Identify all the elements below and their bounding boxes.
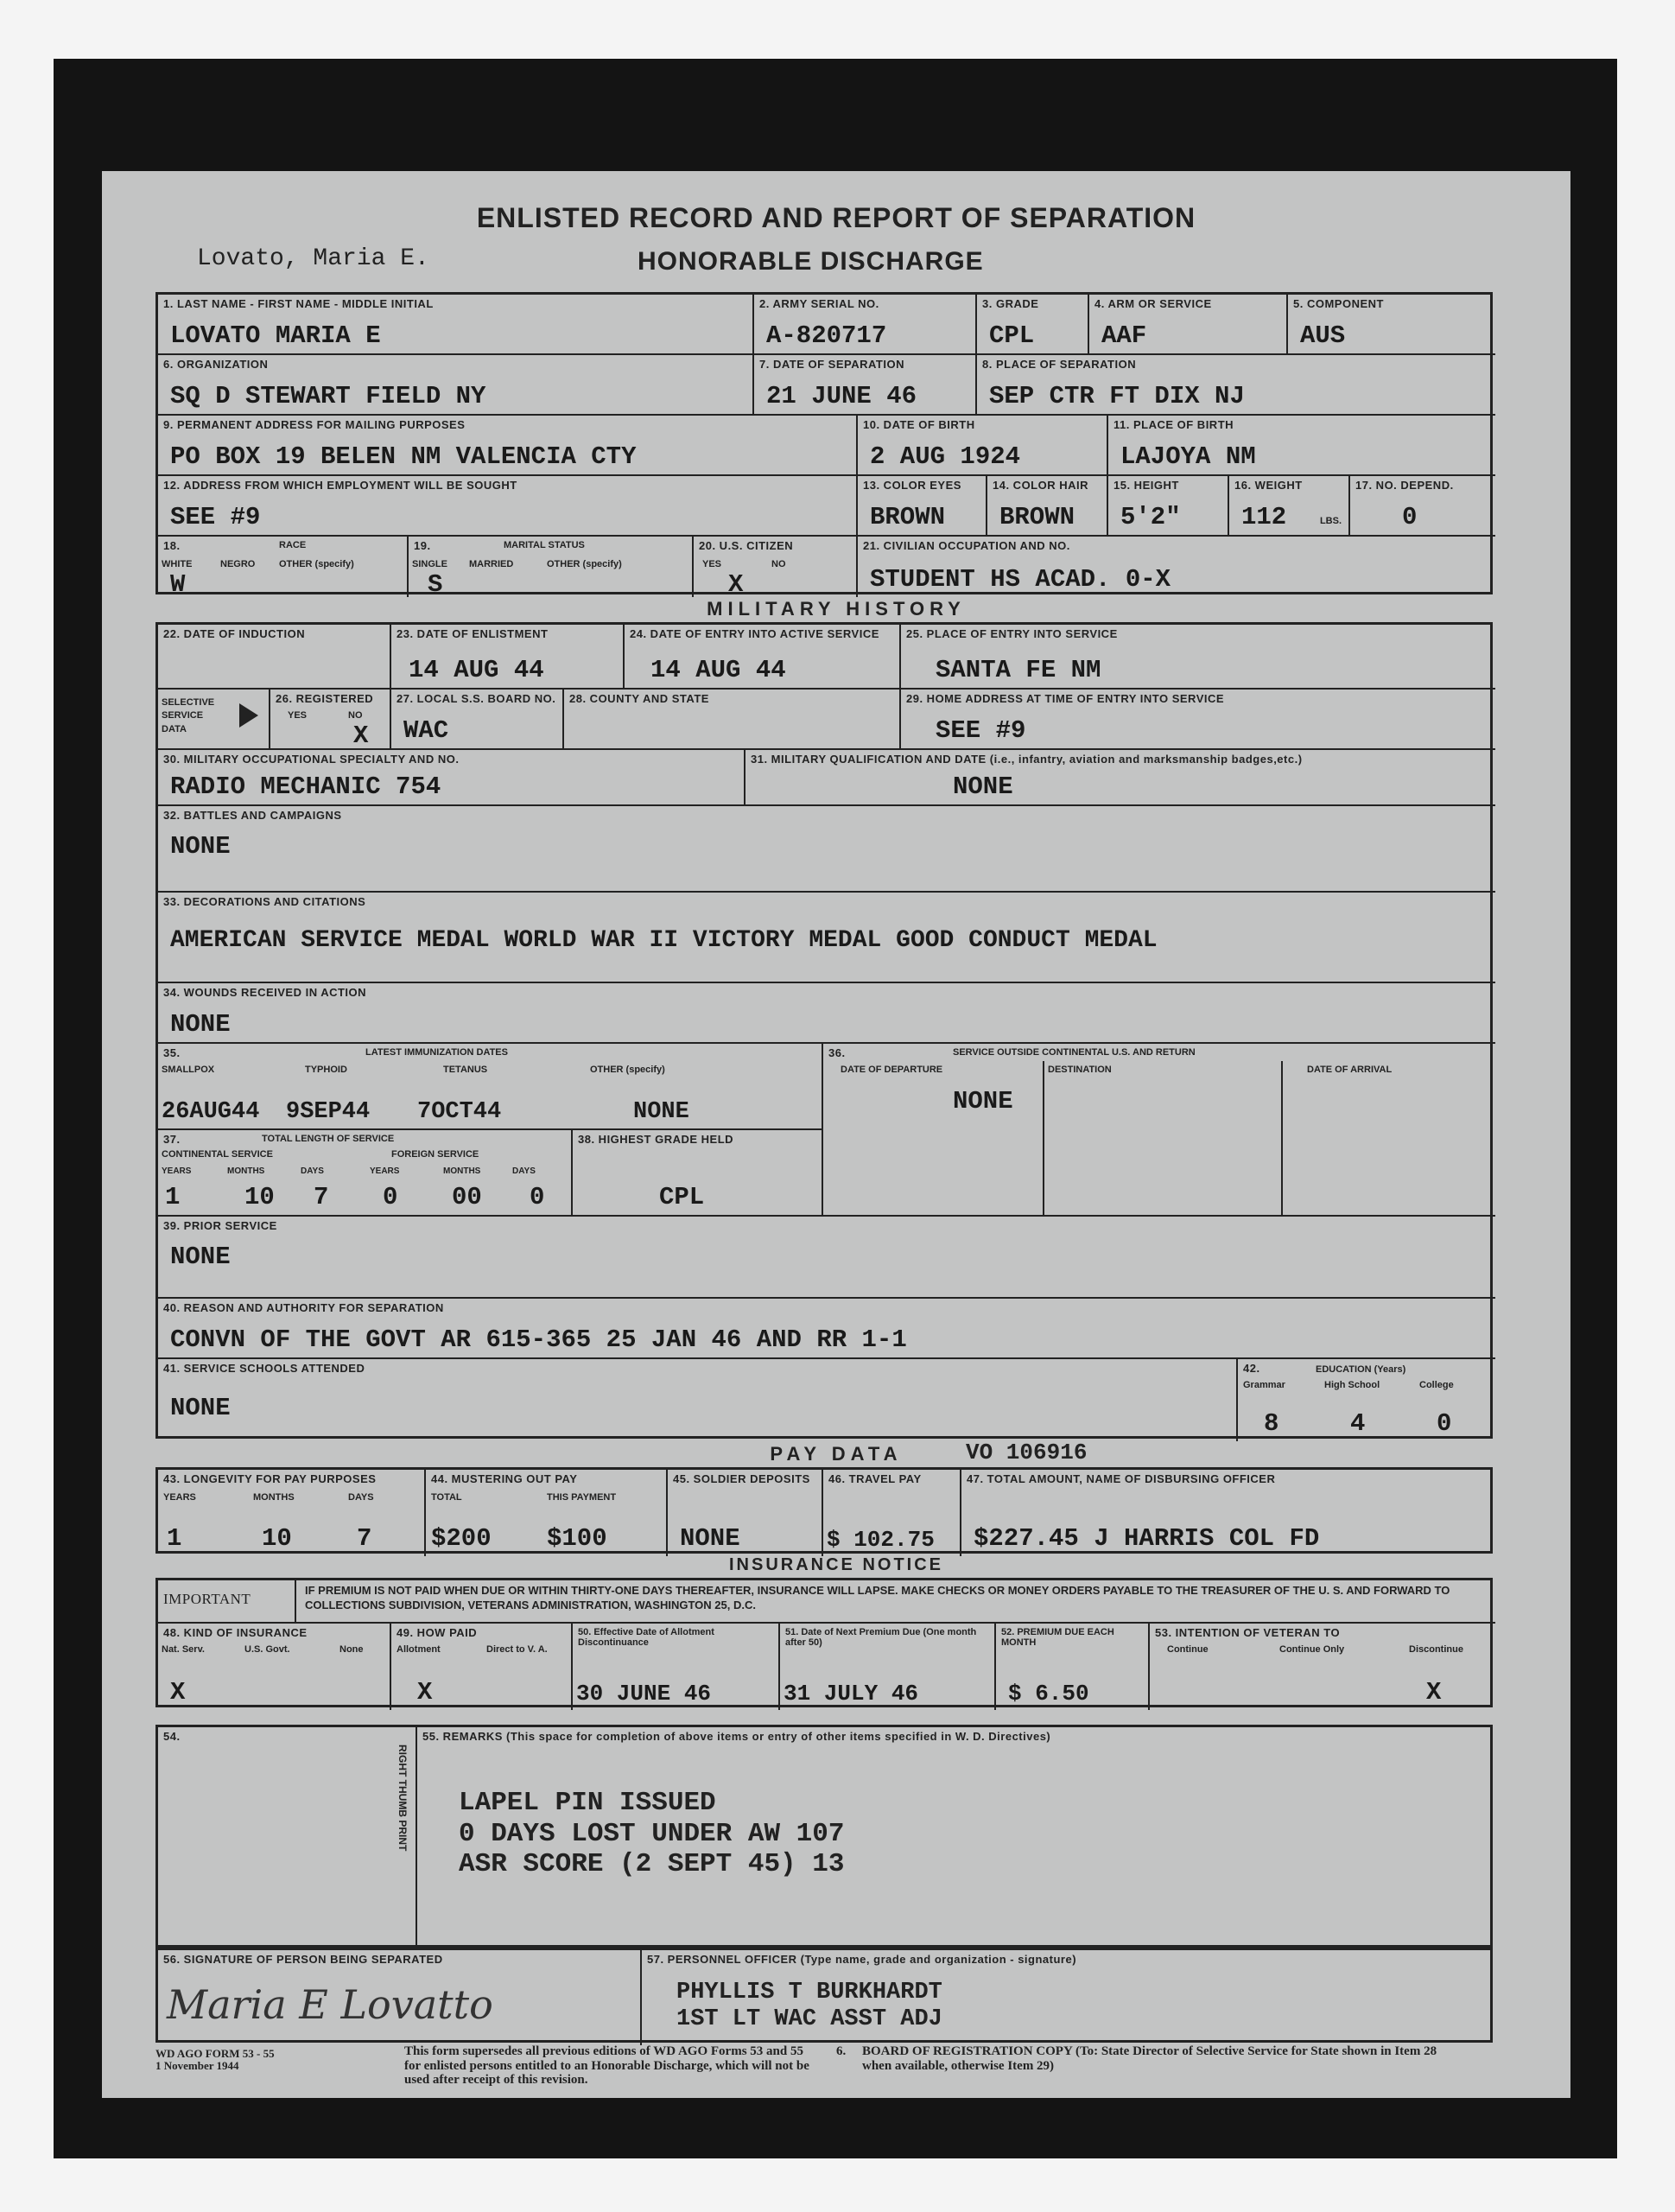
insurance-grid (155, 1578, 1493, 1707)
field-32: 32. BATTLES AND CAMPAIGNS NONE (158, 806, 1495, 893)
field-54: 54. RIGHT THUMB PRINT (158, 1727, 417, 1950)
field-57: 57. PERSONNEL OFFICER (Type name, grade and organization - signature) PHYLLIS T BURKHARDT 1ST LT WAC ASST ADJ (647, 1953, 1077, 2033)
field-46: 46. TRAVEL PAY $ 102.75 (823, 1470, 961, 1556)
copy-number: 6. (836, 2044, 847, 2058)
pay-data-grid (155, 1467, 1493, 1554)
field-29: 29. HOME ADDRESS AT TIME OF ENTRY INTO SERVICE SEE #9 (901, 690, 1495, 750)
insurance-warning: IF PREMIUM IS NOT PAID WHEN DUE OR WITHIN THIRTY-ONE DAYS THEREAFTER, INSURANCE WILL LAPSE. MAKE CHECKS OR MONEY ORDERS PAYABLE TO THE TREASURER OF THE U. S. AND FORWARD TO COLLECTIONS SUBDIVISION, VETERANS ADMINISTRATION, WASHINGTON 25, D.C. (296, 1580, 1495, 1624)
field-34: 34. WOUNDS RECEIVED IN ACTION NONE (158, 983, 1495, 1044)
field-37: 37. TOTAL LENGTH OF SERVICE CONTINENTAL SERVICE FOREIGN SERVICE YEARS MONTHS DAYS YEARS MONTHS DAYS 1 10 7 0 00 0 (158, 1130, 573, 1217)
field-20: 20. U.S. CITIZEN YES NO X (694, 537, 858, 597)
field-28: 28. COUNTY AND STATE (564, 690, 901, 750)
field-51: 51. Date of Next Premium Due (One month after 50) 31 JULY 46 (780, 1624, 996, 1710)
field-5: 5. COMPONENT AUS (1288, 295, 1495, 355)
field-27: 27. LOCAL S.S. BOARD NO. WAC (391, 690, 564, 750)
field-4: 4. ARM OR SERVICE AAF (1089, 295, 1288, 355)
military-history-grid (155, 622, 1493, 1439)
field-19: 19. MARITAL STATUS SINGLE MARRIED OTHER (specify) S (409, 537, 694, 597)
field-53: 53. INTENTION OF VETERAN TO Continue Continue Only Discontinue X (1155, 1626, 1463, 1707)
field-50: 50. Effective Date of Allotment Discontinuance 30 JUNE 46 (573, 1624, 780, 1710)
important-label: IMPORTANT (158, 1580, 296, 1624)
pay-data-heading: PAY DATA (770, 1443, 903, 1465)
field-14: 14. COLOR HAIR BROWN (987, 476, 1108, 537)
field-12: 12. ADDRESS FROM WHICH EMPLOYMENT WILL BE SOUGHT SEE #9 (158, 476, 858, 537)
field-33: 33. DECORATIONS AND CITATIONS AMERICAN SERVICE MEDAL WORLD WAR II VICTORY MEDAL GOOD CONDUCT MEDAL (158, 893, 1495, 983)
field-41: 41. SERVICE SCHOOLS ATTENDED NONE (158, 1359, 1238, 1441)
field-15: 15. HEIGHT 5'2" (1108, 476, 1229, 537)
field-48: 48. KIND OF INSURANCE Nat. Serv. U.S. Govt. None X (158, 1624, 391, 1710)
personal-data-grid (155, 292, 1493, 599)
form-number: WD AGO FORM 53 - 55 1 November 1944 (155, 2047, 275, 2073)
voucher-number: VO 106916 (966, 1440, 1088, 1465)
field-22: 22. DATE OF INDUCTION (158, 625, 391, 690)
field-31: 31. MILITARY QUALIFICATION AND DATE (i.e., infantry, aviation and marksmanship badges,etc.) NONE (746, 750, 1495, 806)
field-38: 38. HIGHEST GRADE HELD CPL (573, 1130, 823, 1217)
remarks-lines: LAPEL PIN ISSUED 0 DAYS LOST UNDER AW 107 ASR SCORE (2 SEPT 45) 13 (459, 1788, 845, 1880)
form-title: ENLISTED RECORD AND REPORT OF SEPARATION (476, 202, 1196, 233)
field-18: 18. RACE WHITE NEGRO OTHER (specify) W (158, 537, 409, 597)
field-1: 1. LAST NAME - FIRST NAME - MIDDLE INITIAL LOVATO MARIA E (158, 295, 754, 355)
field-9: 9. PERMANENT ADDRESS FOR MAILING PURPOSES PO BOX 19 BELEN NM VALENCIA CTY (158, 416, 858, 476)
field-56: 56. SIGNATURE OF PERSON BEING SEPARATED Maria E Lovatto (158, 1950, 642, 2045)
field-8: 8. PLACE OF SEPARATION SEP CTR FT DIX NJ (977, 355, 1495, 416)
field-7: 7. DATE OF SEPARATION 21 JUNE 46 (754, 355, 977, 416)
field-40: 40. REASON AND AUTHORITY FOR SEPARATION CONVN OF THE GOVT AR 615-365 25 JAN 46 AND RR 1-1 (158, 1299, 1495, 1359)
field-26: 26. REGISTERED YES NO X (270, 690, 391, 750)
selective-service-label: SELECTIVE SERVICE DATA (158, 690, 270, 750)
thumb-print-label: RIGHT THUMB PRINT (397, 1745, 409, 1852)
personnel-officer: PHYLLIS T BURKHARDT 1ST LT WAC ASST ADJ (676, 1980, 942, 2033)
field-6: 6. ORGANIZATION SQ D STEWART FIELD NY (158, 355, 754, 416)
field-11: 11. PLACE OF BIRTH LAJOYA NM (1108, 416, 1495, 476)
discharge-document (102, 171, 1570, 2098)
field-24: 24. DATE OF ENTRY INTO ACTIVE SERVICE 14 AUG 44 (625, 625, 901, 690)
field-35: 35. LATEST IMMUNIZATION DATES SMALLPOX TYPHOID TETANUS OTHER (specify) 26AUG44 9SEP44 7OCT44 NONE (158, 1044, 823, 1130)
field-17: 17. NO. DEPEND. 0 (1350, 476, 1495, 537)
field-52: 52. PREMIUM DUE EACH MONTH $ 6.50 (996, 1624, 1150, 1710)
field-23: 23. DATE OF ENLISTMENT 14 AUG 44 (391, 625, 625, 690)
arrow-right-icon (239, 703, 258, 728)
military-history-heading: MILITARY HISTORY (707, 598, 966, 620)
field-49: 49. HOW PAID Allotment Direct to V. A. X (391, 1624, 573, 1710)
field-47: 47. TOTAL AMOUNT, NAME OF DISBURSING OFFICER $227.45 J HARRIS COL FD (967, 1472, 1320, 1553)
field-39: 39. PRIOR SERVICE NONE (158, 1217, 1495, 1299)
field-25: 25. PLACE OF ENTRY INTO SERVICE SANTA FE NM (901, 625, 1495, 690)
typed-name-header: Lovato, Maria E. (197, 245, 429, 272)
signatures-grid (155, 1948, 1493, 2043)
copy-designation: BOARD OF REGISTRATION COPY (To: State Director of Selective Service for State shown in Item 28 when available, otherwise Item 29) (862, 2044, 1437, 2073)
insurance-notice-heading: INSURANCE NOTICE (728, 1555, 943, 1574)
remarks-grid (155, 1725, 1493, 1948)
field-36: 36. SERVICE OUTSIDE CONTINENTAL U.S. AND RETURN DATE OF DEPARTURE DESTINATION DATE OF ARRIVAL NONE (823, 1044, 1495, 1217)
field-30: 30. MILITARY OCCUPATIONAL SPECIALTY AND NO. RADIO MECHANIC 754 (158, 750, 746, 806)
field-3: 3. GRADE CPL (977, 295, 1089, 355)
supersedes-note: This form supersedes all previous editions of WD AGO Forms 53 and 55 for enlisted persons entitled to an Honorable Discharge, which will not be used after receipt of this revision. (404, 2044, 809, 2087)
field-21: 21. CIVILIAN OCCUPATION AND NO. STUDENT HS ACAD. 0-X (863, 539, 1171, 594)
field-13: 13. COLOR EYES BROWN (858, 476, 987, 537)
veteran-signature: Maria E Lovatto (167, 1981, 493, 2028)
field-45: 45. SOLDIER DEPOSITS NONE (668, 1470, 823, 1556)
field-16: 16. WEIGHT 112 LBS. (1229, 476, 1350, 537)
field-2: 2. ARMY SERIAL NO. A-820717 (754, 295, 977, 355)
field-55: 55. REMARKS (This space for completion of above items or entry of other items specified in W. D. Directives) LAPEL PIN ISSUED 0 DAYS LOST UNDER AW 107 ASR SCORE (2 SEPT 45) 13 (422, 1730, 1051, 1880)
field-44: 44. MUSTERING OUT PAY TOTAL THIS PAYMENT $200 $100 (426, 1470, 668, 1556)
field-43: 43. LONGEVITY FOR PAY PURPOSES YEARS MONTHS DAYS 1 10 7 (158, 1470, 426, 1556)
field-10: 10. DATE OF BIRTH 2 AUG 1924 (858, 416, 1108, 476)
field-42: 42. EDUCATION (Years) Grammar High School College 8 4 0 (1243, 1362, 1454, 1438)
form-subtitle: HONORABLE DISCHARGE (638, 247, 984, 276)
